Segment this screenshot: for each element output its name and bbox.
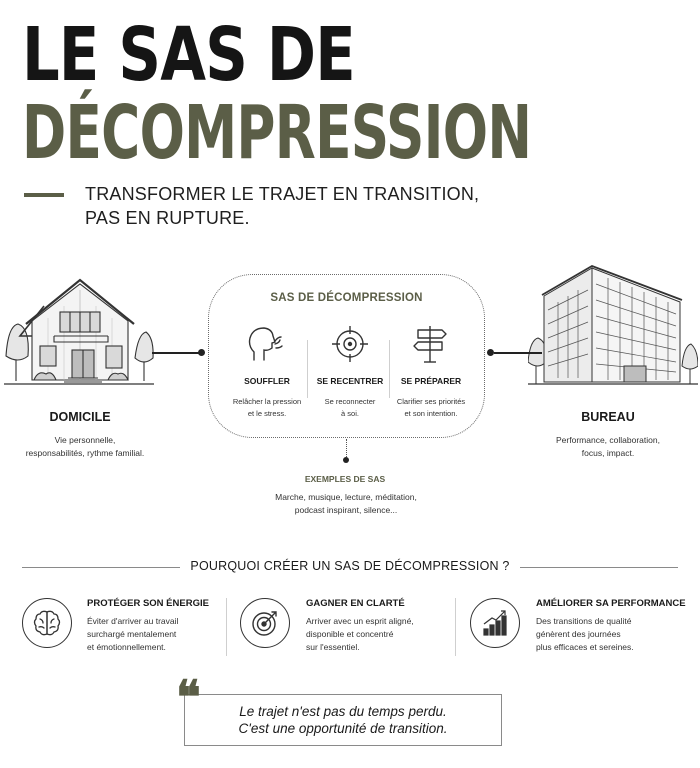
benefit-desc-2-line-3: sur l'essentiel. [306,642,360,652]
benefit-desc-2-line-1: Arriver avec un esprit aligné, [306,616,414,626]
benefit-desc-3 [536,615,686,654]
signpost-icon [410,322,450,364]
growth-chart-icon [470,598,520,648]
benefit-separator-1 [226,598,227,656]
quote-line-1: Le trajet n'est pas du temps perdu. [239,704,447,719]
examples-dot [343,457,349,463]
target-icon [330,324,370,364]
benefit-desc-2 [306,615,456,654]
sas-title: SAS DE DÉCOMPRESSION [270,292,423,304]
step-desc-1-line-1: Relâcher la pression [232,397,302,406]
step-desc-2 [305,396,395,419]
office-connector [494,352,542,354]
office-building-illustration [528,262,698,390]
examples-title: EXEMPLES DE SAS [304,474,386,484]
subtitle-accent-bar [24,193,64,197]
benefit-desc-1-line-1: Éviter d'arriver au travail [87,616,179,626]
subtitle [85,182,505,230]
step-desc-3-line-2: et son intention. [404,408,458,418]
title-line-2: DÉCOMPRESSION [22,90,532,176]
benefit-title-3: AMÉLIORER SA PERFORMANCE [536,598,686,609]
benefit-desc-3-line-1: Des transitions de qualité [536,616,632,626]
home-description [0,434,170,460]
step-desc-1-line-2: et le stress. [247,408,287,418]
benefit-separator-2 [455,598,456,656]
why-rule-right [520,567,678,568]
house-illustration [4,276,154,388]
benefit-desc-2-line-2: disponible et concentré [306,629,394,639]
step-desc-1 [222,396,312,419]
benefit-title-1: PROTÉGER SON ÉNERGIE [87,598,209,609]
examples-list [230,491,462,517]
home-title: DOMICILE [49,410,111,424]
examples-line-1: Marche, musique, lecture, méditation, [275,492,417,502]
home-connector-dot [198,349,205,356]
quote-line-2: C'est une opportunité de transition. [238,721,448,736]
brain-icon [22,598,72,648]
bullseye-icon [240,598,290,648]
benefit-desc-3-line-2: génèrent des journées [536,629,621,639]
home-desc-line-1: Vie personnelle, [54,435,116,445]
step-desc-2-line-2: à soi. [341,408,359,418]
office-desc-line-1: Performance, collaboration, [556,435,660,445]
quote-text [184,703,502,737]
step-title-2: SE RECENTRER [316,376,384,386]
home-connector [152,352,200,354]
home-desc-line-2: responsabilités, rythme familial. [25,448,145,458]
subtitle-line-2: PAS EN RUPTURE. [85,208,250,228]
benefit-desc-1-line-3: et émotionnellement. [87,642,166,652]
breath-icon [244,324,284,364]
office-connector-dot [487,349,494,356]
step-desc-2-line-1: Se reconnecter [324,397,376,406]
step-title-1: SOUFFLER [244,376,290,386]
why-title: POURQUOI CRÉER UN SAS DE DÉCOMPRESSION ? [190,559,510,573]
subtitle-line-1: TRANSFORMER LE TRAJET EN TRANSITION, [85,184,480,204]
why-rule-left [22,567,180,568]
step-separator-2 [389,340,390,398]
step-separator-1 [307,340,308,398]
benefit-desc-1-line-2: surchargé mentalement [87,629,177,639]
examples-line-2: podcast inspirant, silence... [294,505,398,515]
benefit-desc-3-line-3: plus efficaces et sereines. [536,642,634,652]
examples-connector [346,439,347,459]
step-title-3: SE PRÉPARER [400,376,462,386]
benefit-title-2: GAGNER EN CLARTÉ [306,598,405,609]
step-desc-3 [384,396,478,419]
office-desc-line-2: focus, impact. [581,448,635,458]
office-description [528,434,688,460]
benefit-desc-1 [87,615,227,654]
quote-mark-icon: ❝ [176,670,201,724]
title-line-1: LE SAS DE [22,12,355,98]
step-desc-3-line-1: Clarifier ses priorités [396,397,466,406]
office-title: BUREAU [581,410,635,424]
